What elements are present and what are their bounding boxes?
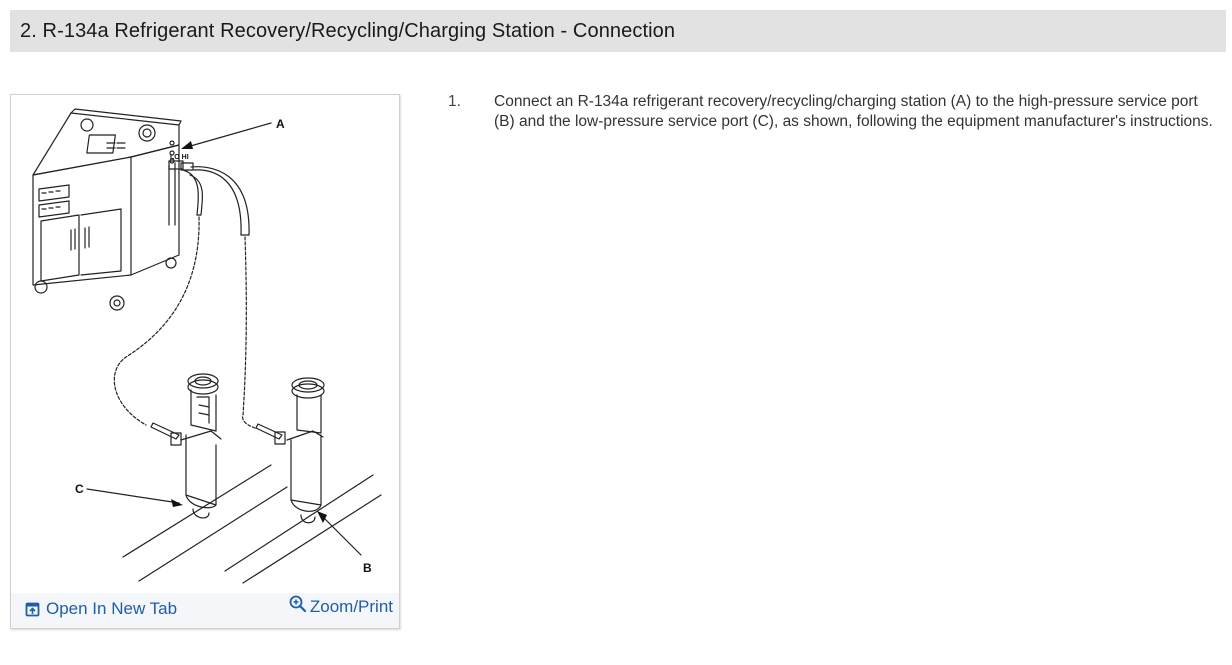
figure-footer (11, 593, 399, 628)
procedure-steps (448, 92, 1218, 132)
step-number: 1. (448, 93, 461, 110)
station-connection-illustration[interactable] (11, 95, 399, 593)
callout-b: B (363, 561, 372, 575)
section-title: 2. R-134a Refrigerant Recovery/Recycling/Charging Station - Connection (20, 19, 676, 42)
zoom-print-link[interactable] (289, 597, 393, 617)
figure-card (10, 94, 400, 629)
callout-c: C (75, 482, 84, 496)
open-in-new-tab-label: Open In New Tab (46, 599, 178, 618)
section-header (10, 10, 1226, 52)
step-item (448, 92, 1218, 132)
zoom-print-label: Zoom/Print (309, 597, 393, 616)
step-text: Connect an R-134a refrigerant recovery/recycling/charging station (A) to the high-pressure service port (B) and the low-pressure service port (C), as shown, following the equipment manufacturer's instructions. (494, 93, 1213, 130)
open-in-new-tab-link[interactable] (25, 599, 177, 619)
station-label: LO HI (170, 154, 189, 161)
open-in-new-tab-icon (25, 602, 40, 617)
zoom-in-icon (289, 595, 307, 613)
callout-a: A (276, 117, 285, 131)
